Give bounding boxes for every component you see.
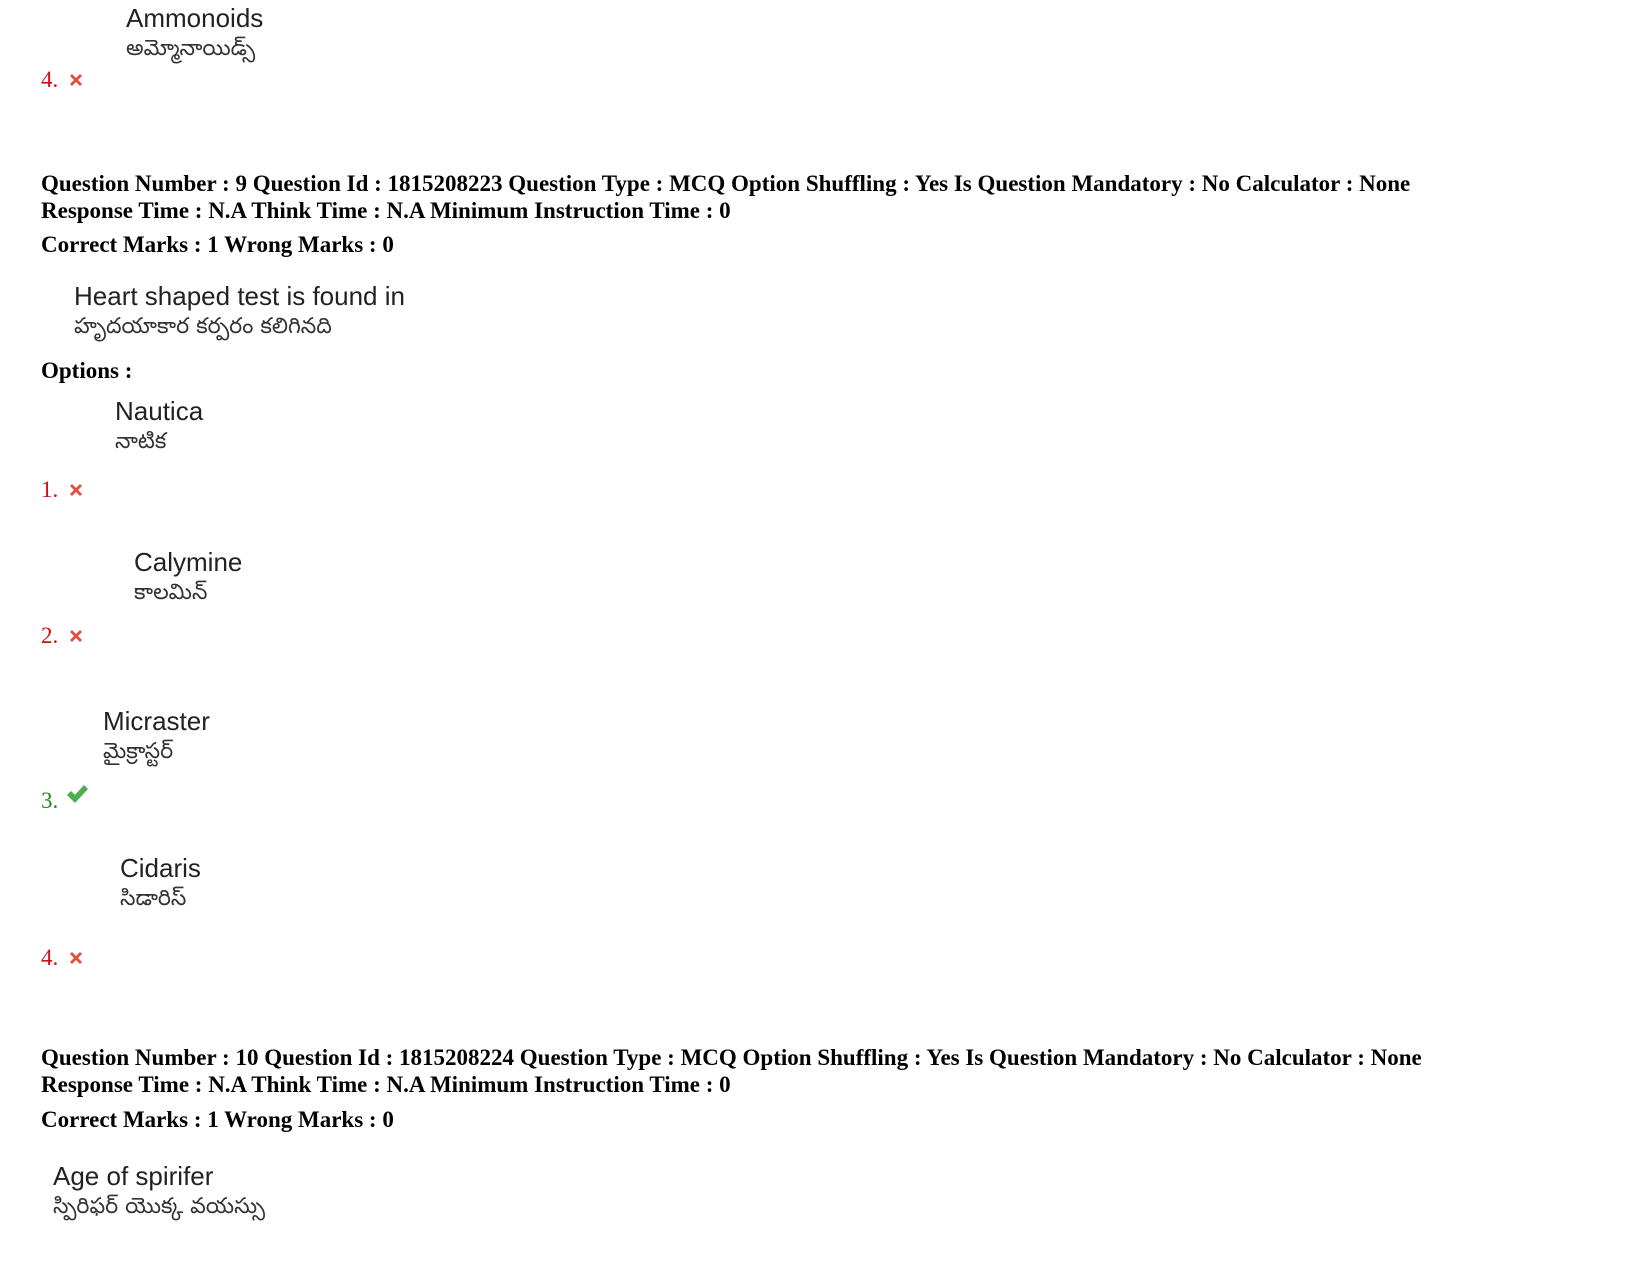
option-text-telugu: నాటిక (115, 429, 167, 454)
q9-question-image (74, 280, 405, 342)
cross-icon (67, 949, 85, 967)
option-text-telugu: అమ్మోనాయిడ్స్ (126, 36, 256, 61)
q9-meta-line-1: Question Number : 9 Question Id : 1815208223 Question Type : MCQ Option Shuffling : Yes Is Question Mandatory : No Calculator : None (41, 171, 1411, 196)
option-text-english: Micraster (103, 706, 210, 736)
prev-option-4-image (126, 2, 263, 64)
q9-option-3-image (103, 705, 210, 767)
q10-meta-line-2: Response Time : N.A Think Time : N.A Minimum Instruction Time : 0 (41, 1072, 731, 1097)
option-text-english: Calymine (134, 547, 243, 577)
option-text-english: Ammonoids (126, 3, 264, 33)
q9-options-label: Options : (41, 358, 133, 383)
prev-option-4-number: 4. (41, 67, 59, 92)
q9-meta-line-2: Response Time : N.A Think Time : N.A Minimum Instruction Time : 0 (41, 198, 731, 223)
q9-option-4-image (120, 852, 201, 914)
cross-icon (67, 71, 85, 89)
q9-option-1-image (115, 395, 203, 457)
q9-option-3-number: 3. (41, 788, 59, 813)
q9-option-1-number: 1. (41, 477, 59, 502)
option-text-telugu: కాలమిన్ (134, 580, 208, 605)
q10-marks: Correct Marks : 1 Wrong Marks : 0 (41, 1107, 394, 1132)
question-text-english: Heart shaped test is found in (74, 281, 405, 311)
question-text-english: Age of spirifer (53, 1161, 214, 1191)
question-text-telugu: స్పిరిఫర్ యొక్క వయస్సు (53, 1194, 266, 1219)
cross-icon (67, 627, 85, 645)
q9-option-4-number: 4. (41, 945, 59, 970)
option-text-english: Cidaris (120, 853, 201, 883)
q9-option-2-image (134, 546, 242, 608)
question-text-telugu: హృదయాకార కర్పరం కలిగినది (74, 314, 332, 339)
q9-marks: Correct Marks : 1 Wrong Marks : 0 (41, 232, 394, 257)
q10-question-image (53, 1160, 265, 1222)
q10-meta-line-1: Question Number : 10 Question Id : 1815208224 Question Type : MCQ Option Shuffling : Yes Is Question Mandatory : No Calculator : None (41, 1045, 1422, 1070)
check-icon (65, 783, 89, 805)
option-text-english: Nautica (115, 396, 204, 426)
option-text-telugu: సిడారిస్ (120, 886, 187, 911)
q9-option-2-number: 2. (41, 623, 59, 648)
cross-icon (67, 481, 85, 499)
option-text-telugu: మైక్రాస్టర్ (103, 739, 174, 764)
